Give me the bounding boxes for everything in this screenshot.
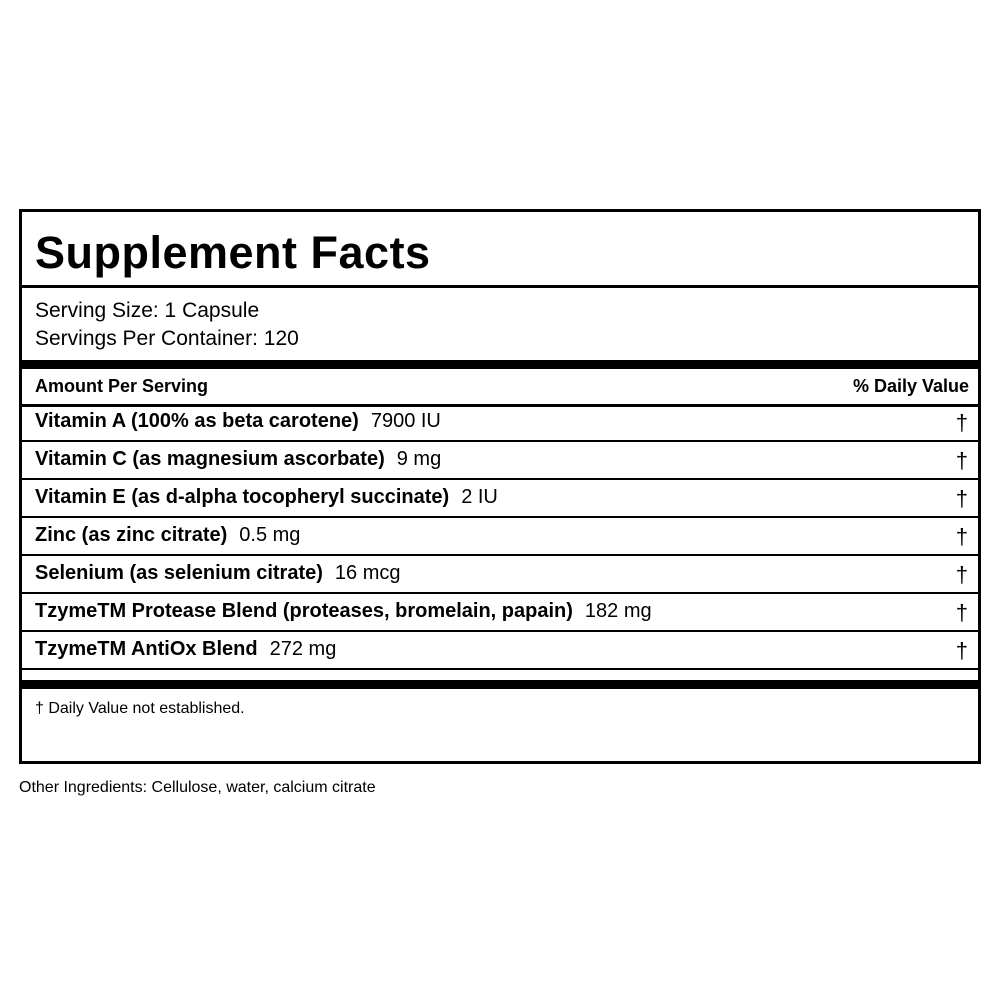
- other-ingredients: Other Ingredients: Cellulose, water, calcium citrate: [19, 779, 376, 796]
- nutrient-amount: 2 IU: [461, 486, 498, 508]
- nutrient-daily-value: †: [955, 524, 968, 549]
- nutrient-amount: 16 mcg: [334, 562, 401, 584]
- nutrient-row: [22, 518, 978, 556]
- nutrient-name: [35, 524, 300, 547]
- nutrient-amount: 182 mg: [584, 600, 652, 622]
- nutrient-name: [35, 638, 336, 661]
- nutrient-amount: 9 mg: [396, 448, 442, 470]
- column-header-row: [22, 369, 978, 407]
- serving-info: [35, 297, 299, 353]
- nutrient-row: [22, 442, 978, 480]
- nutrient-label: Selenium (as selenium citrate): [35, 562, 323, 584]
- nutrient-row: [22, 480, 978, 518]
- nutrient-label: Zinc (as zinc citrate): [35, 524, 228, 546]
- thick-divider-top: [22, 360, 978, 369]
- nutrient-label: Vitamin C (as magnesium ascorbate): [35, 448, 385, 470]
- servings-per-container: Servings Per Container: 120: [35, 327, 299, 350]
- nutrient-daily-value: †: [955, 410, 968, 435]
- nutrient-row: [22, 404, 978, 442]
- nutrient-label: TzymeTM Protease Blend (proteases, bromelain, papain): [35, 600, 573, 622]
- nutrient-name: [35, 410, 441, 433]
- amount-per-serving-header: Amount Per Serving: [35, 376, 209, 396]
- title-row: [22, 212, 978, 288]
- nutrient-label: TzymeTM AntiOx Blend: [35, 638, 258, 660]
- nutrient-name: [35, 448, 441, 471]
- nutrient-list: [22, 404, 978, 670]
- daily-value-footnote: † Daily Value not established.: [35, 700, 245, 717]
- nutrient-row: [22, 556, 978, 594]
- nutrient-daily-value: †: [955, 448, 968, 473]
- nutrient-amount: 7900 IU: [370, 410, 441, 432]
- serving-size: Serving Size: 1 Capsule: [35, 299, 260, 322]
- thick-divider-bottom: [22, 680, 978, 689]
- nutrient-daily-value: †: [955, 486, 968, 511]
- panel-title: Supplement Facts: [35, 227, 431, 278]
- nutrient-amount: 272 mg: [269, 638, 337, 660]
- nutrient-name: [35, 600, 652, 623]
- supplement-facts-panel: [19, 209, 981, 764]
- nutrient-label: Vitamin E (as d-alpha tocopheryl succinate): [35, 486, 450, 508]
- nutrient-amount: 0.5 mg: [239, 524, 301, 546]
- nutrient-row: [22, 632, 978, 670]
- nutrient-daily-value: †: [955, 600, 968, 625]
- daily-value-header: % Daily Value: [852, 376, 969, 396]
- nutrient-row: [22, 594, 978, 632]
- nutrient-label: Vitamin A (100% as beta carotene): [35, 410, 359, 432]
- nutrient-name: [35, 486, 498, 509]
- nutrient-daily-value: †: [955, 638, 968, 663]
- nutrient-name: [35, 562, 400, 585]
- nutrient-daily-value: †: [955, 562, 968, 587]
